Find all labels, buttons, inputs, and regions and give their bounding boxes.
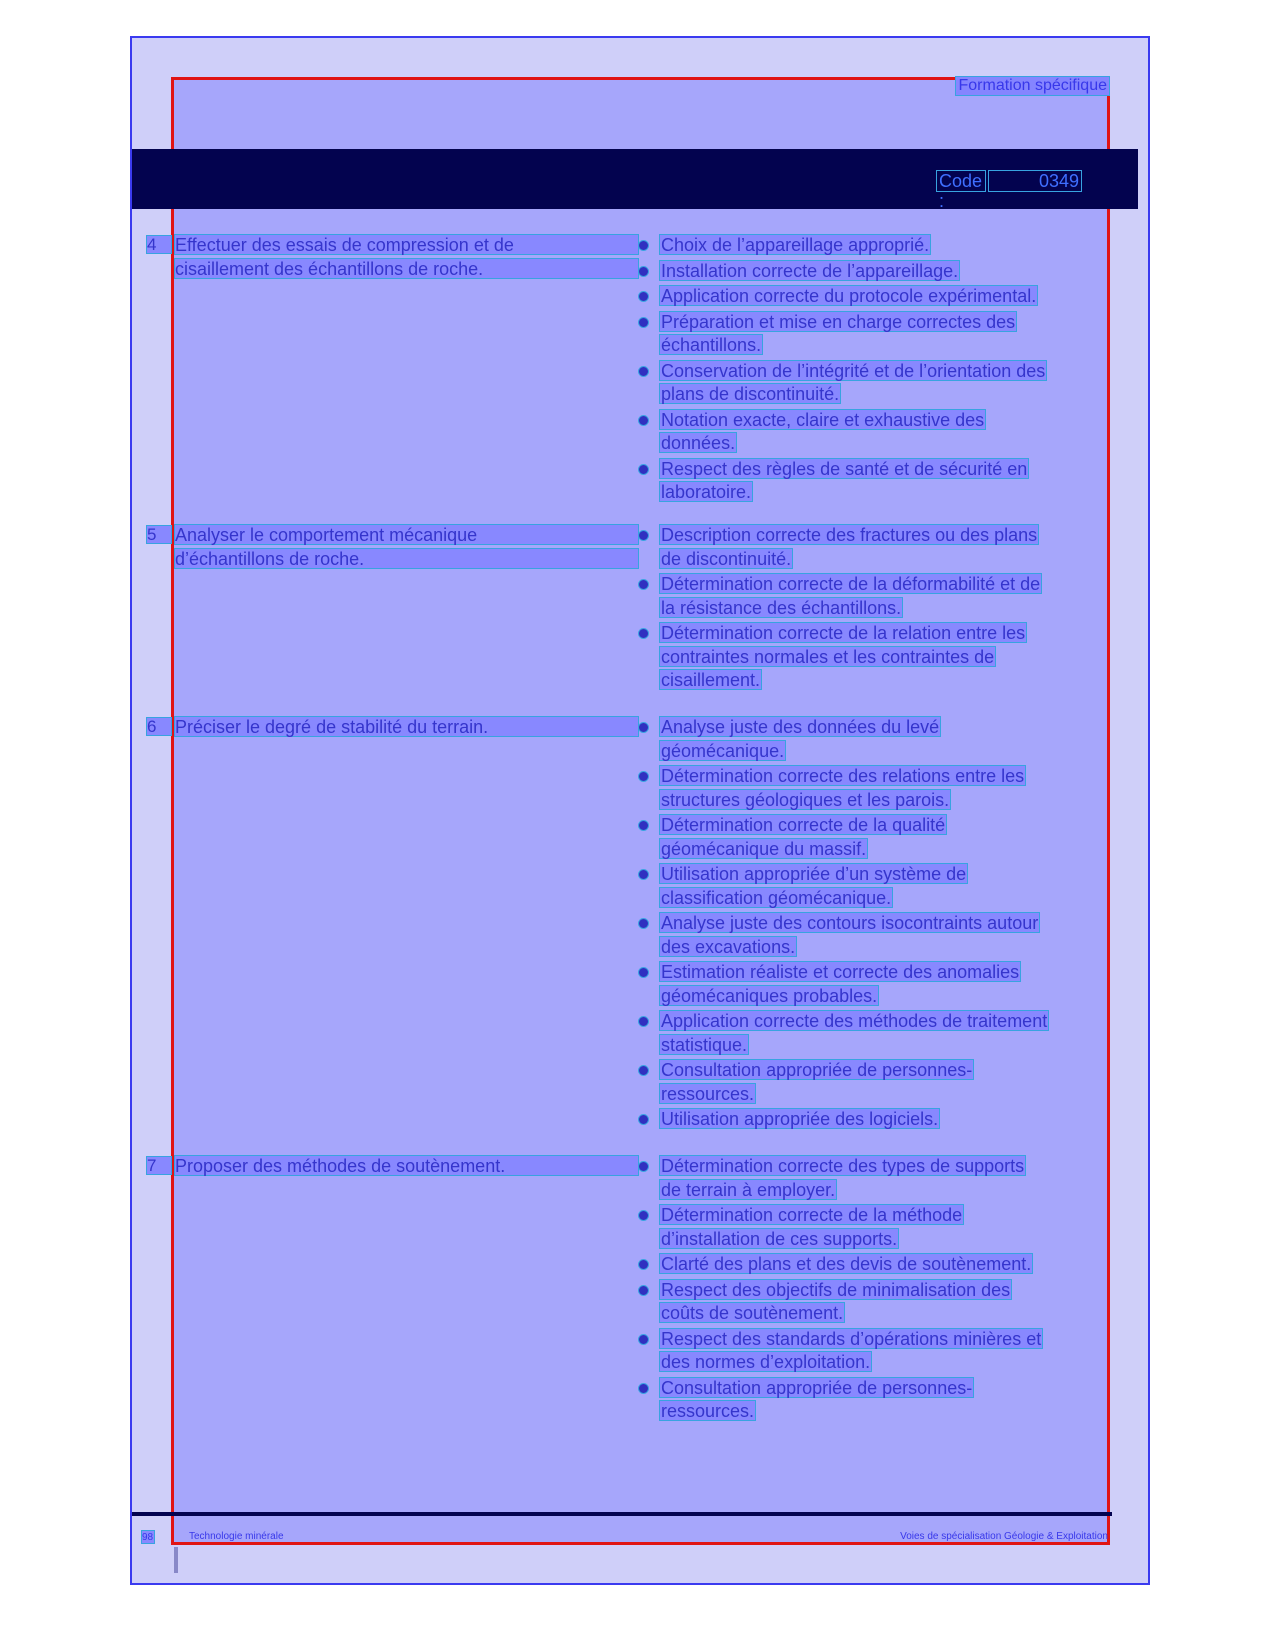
criterion-text-line: structures géologiques et les parois. xyxy=(661,789,950,810)
task-text-line: Effectuer des essais de compression et de xyxy=(174,234,639,255)
criterion-text-line: Notation exacte, claire et exhaustive des xyxy=(661,409,985,430)
criterion-text-line: Utilisation appropriée des logiciels. xyxy=(661,1109,939,1129)
footer-right-text: Voies de spécialisation Géologie & Exploitation xyxy=(900,1531,1108,1542)
bullet-icon xyxy=(638,722,649,733)
criterion-text-line: Installation correcte de l’appareillage. xyxy=(661,260,959,281)
criterion-text-line: statistique. xyxy=(661,1034,748,1055)
bullet-icon xyxy=(638,317,649,328)
bullet-icon xyxy=(638,869,649,880)
bullet-icon xyxy=(638,1285,649,1296)
criterion-text-line: Estimation réaliste et correcte des anomalies xyxy=(661,962,1020,982)
bullet-icon xyxy=(638,1016,649,1027)
bullet-icon xyxy=(638,1383,649,1394)
task-text-line: Préciser le degré de stabilité du terrain. xyxy=(174,716,639,737)
bullet-icon xyxy=(638,366,649,377)
bullet-icon xyxy=(638,918,649,929)
criterion-text-line: Application correcte des méthodes de traitement xyxy=(661,1011,1048,1031)
bullet-icon xyxy=(638,967,649,978)
criterion-text-line: la résistance des échantillons. xyxy=(661,597,902,618)
text-cursor xyxy=(174,1547,178,1573)
bullet-icon xyxy=(638,1259,649,1270)
task-text-line: cisaillement des échantillons de roche. xyxy=(174,258,639,279)
criterion-text-line: de discontinuité. xyxy=(661,548,792,569)
criterion-text-line: géomécaniques probables. xyxy=(661,985,878,1006)
criterion-text-line: Respect des règles de santé et de sécurité en xyxy=(661,458,1028,479)
criterion-text-line: géomécanique. xyxy=(661,740,785,761)
task-text-line: Proposer des méthodes de soutènement. xyxy=(174,1155,639,1176)
bullet-icon xyxy=(638,291,649,302)
criterion-text-line: Analyse juste des données du levé xyxy=(661,717,940,737)
criterion-text-line: Respect des objectifs de minimalisation des xyxy=(661,1279,1011,1300)
criterion-text-line: classification géomécanique. xyxy=(661,887,892,908)
bullet-icon xyxy=(638,771,649,782)
row-number: 4 xyxy=(146,235,172,254)
task-text-line: d’échantillons de roche. xyxy=(174,548,639,569)
bullet-icon xyxy=(638,1065,649,1076)
task-text-line: Analyser le comportement mécanique xyxy=(174,524,639,545)
bullet-icon xyxy=(638,1210,649,1221)
bullet-icon xyxy=(638,1161,649,1172)
criterion-text-line: échantillons. xyxy=(661,335,762,355)
footer-rule xyxy=(132,1512,1112,1516)
criterion-text-line: laboratoire. xyxy=(661,482,752,502)
criterion-text-line: géomécanique du massif. xyxy=(661,838,867,859)
criterion-text-line: données. xyxy=(661,433,736,453)
criterion-text-line: plans de discontinuité. xyxy=(661,384,840,404)
criterion-text-line: des excavations. xyxy=(661,936,796,957)
row-number: 6 xyxy=(146,717,172,736)
criterion-text-line: ressources. xyxy=(661,1083,755,1104)
criterion-text-line: Analyse juste des contours isocontraints autour xyxy=(661,913,1039,933)
criterion-text-line: des normes d’exploitation. xyxy=(661,1352,871,1372)
criterion-text-line: Consultation appropriée de personnes- xyxy=(661,1377,973,1398)
criterion-text-line: de terrain à employer. xyxy=(661,1179,836,1200)
bullet-icon xyxy=(638,820,649,831)
footer-left-text: Technologie minérale xyxy=(189,1531,284,1542)
criterion-text-line: Détermination correcte de la relation entre les xyxy=(661,623,1026,643)
criterion-text-line: Conservation de l’intégrité et de l’orientation des xyxy=(661,360,1046,381)
bullet-icon xyxy=(638,240,649,251)
criterion-text-line: contraintes normales et les contraintes de xyxy=(661,646,995,667)
criterion-text-line: Utilisation appropriée d’un système de xyxy=(661,864,967,884)
header-title: Formation spécifique xyxy=(955,76,1110,96)
criterion-text-line: Consultation appropriée de personnes- xyxy=(661,1060,973,1080)
criterion-text-line: coûts de soutènement. xyxy=(661,1303,844,1323)
criterion-text-line: d’installation de ces supports. xyxy=(661,1228,898,1249)
bullet-icon xyxy=(638,579,649,590)
row-number: 5 xyxy=(146,525,172,544)
bullet-icon xyxy=(638,1334,649,1345)
code-label: Code : xyxy=(936,170,986,192)
footer-page-number: 98 xyxy=(142,1532,154,1543)
criterion-text-line: Détermination correcte de la qualité xyxy=(661,815,946,835)
criterion-text-line: Détermination correcte de la déformabilité et de xyxy=(661,574,1041,594)
criterion-text-line: Application correcte du protocole expérimental. xyxy=(661,286,1037,306)
criterion-text-line: Respect des standards d’opérations minières et xyxy=(661,1328,1042,1349)
criterion-text-line: Choix de l’appareillage approprié. xyxy=(661,235,930,255)
criterion-text-line: Détermination correcte de la méthode xyxy=(661,1205,963,1225)
criterion-text-line: Description correcte des fractures ou des plans xyxy=(661,525,1038,545)
code-value: 0349 xyxy=(988,170,1082,192)
bullet-icon xyxy=(638,266,649,277)
criterion-text-line: Préparation et mise en charge correctes des xyxy=(661,311,1016,332)
bullet-icon xyxy=(638,415,649,426)
criterion-text-line: Détermination correcte des relations entre les xyxy=(661,766,1025,786)
row-number: 7 xyxy=(146,1156,172,1175)
bullet-icon xyxy=(638,628,649,639)
criterion-text-line: Clarté des plans et des devis de soutènement. xyxy=(661,1254,1032,1274)
criterion-text-line: ressources. xyxy=(661,1401,755,1421)
criterion-text-line: Détermination correcte des types de supports xyxy=(661,1156,1025,1176)
bullet-icon xyxy=(638,464,649,475)
bullet-icon xyxy=(638,530,649,541)
criterion-text-line: cisaillement. xyxy=(661,670,761,690)
bullet-icon xyxy=(638,1114,649,1125)
